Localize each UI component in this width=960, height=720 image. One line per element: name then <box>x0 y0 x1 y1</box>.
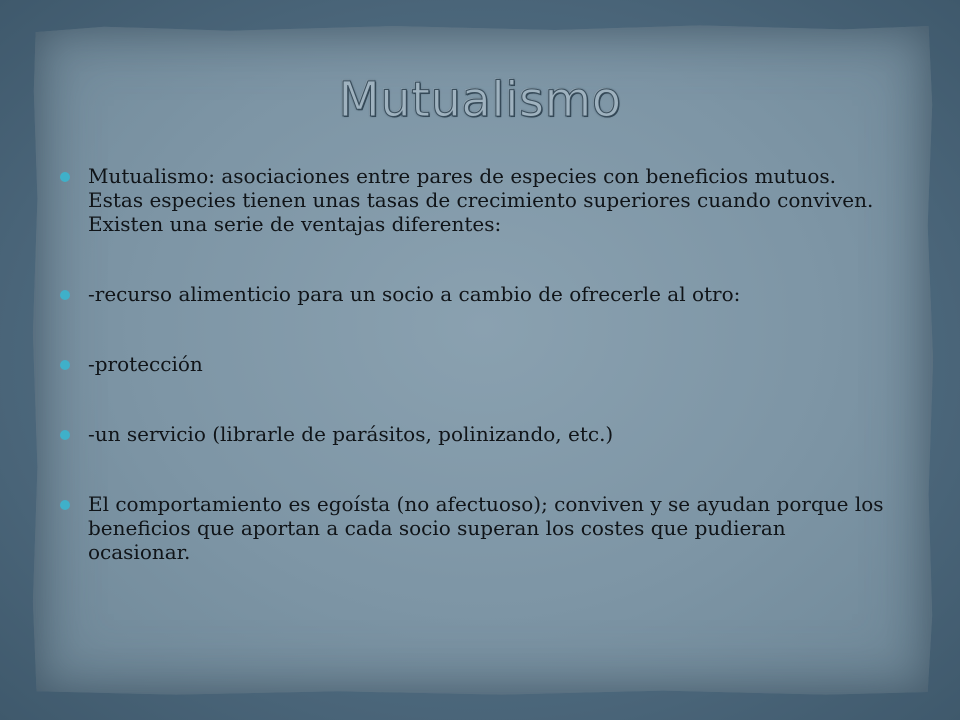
bullet-text: -recurso alimenticio para un socio a cambio de ofrecerle al otro: <box>88 282 741 306</box>
bullet-icon <box>60 500 70 510</box>
bullet-item <box>60 282 890 306</box>
bullet-text: -protección <box>88 352 203 376</box>
slide-content <box>60 164 890 610</box>
bullet-item <box>60 164 890 236</box>
bullet-item <box>60 492 890 564</box>
bullet-icon <box>60 172 70 182</box>
bullet-icon <box>60 430 70 440</box>
bullet-item <box>60 422 890 446</box>
bullet-text: El comportamiento es egoísta (no afectuoso); conviven y se ayudan porque los beneficios que aportan a cada socio superan los costes que pudieran ocasionar. <box>88 492 884 564</box>
slide-title: Mutualismo <box>338 72 622 128</box>
bullet-icon <box>60 360 70 370</box>
bullet-list <box>60 164 890 564</box>
bullet-text: Mutualismo: asociaciones entre pares de especies con beneficios mutuos. Estas especies tienen unas tasas de crecimiento superiores cuando conviven. Existen una serie de ventajas diferentes: <box>88 164 874 236</box>
bullet-item <box>60 352 890 376</box>
bullet-text: -un servicio (librarle de parásitos, polinizando, etc.) <box>88 422 614 446</box>
bullet-icon <box>60 290 70 300</box>
